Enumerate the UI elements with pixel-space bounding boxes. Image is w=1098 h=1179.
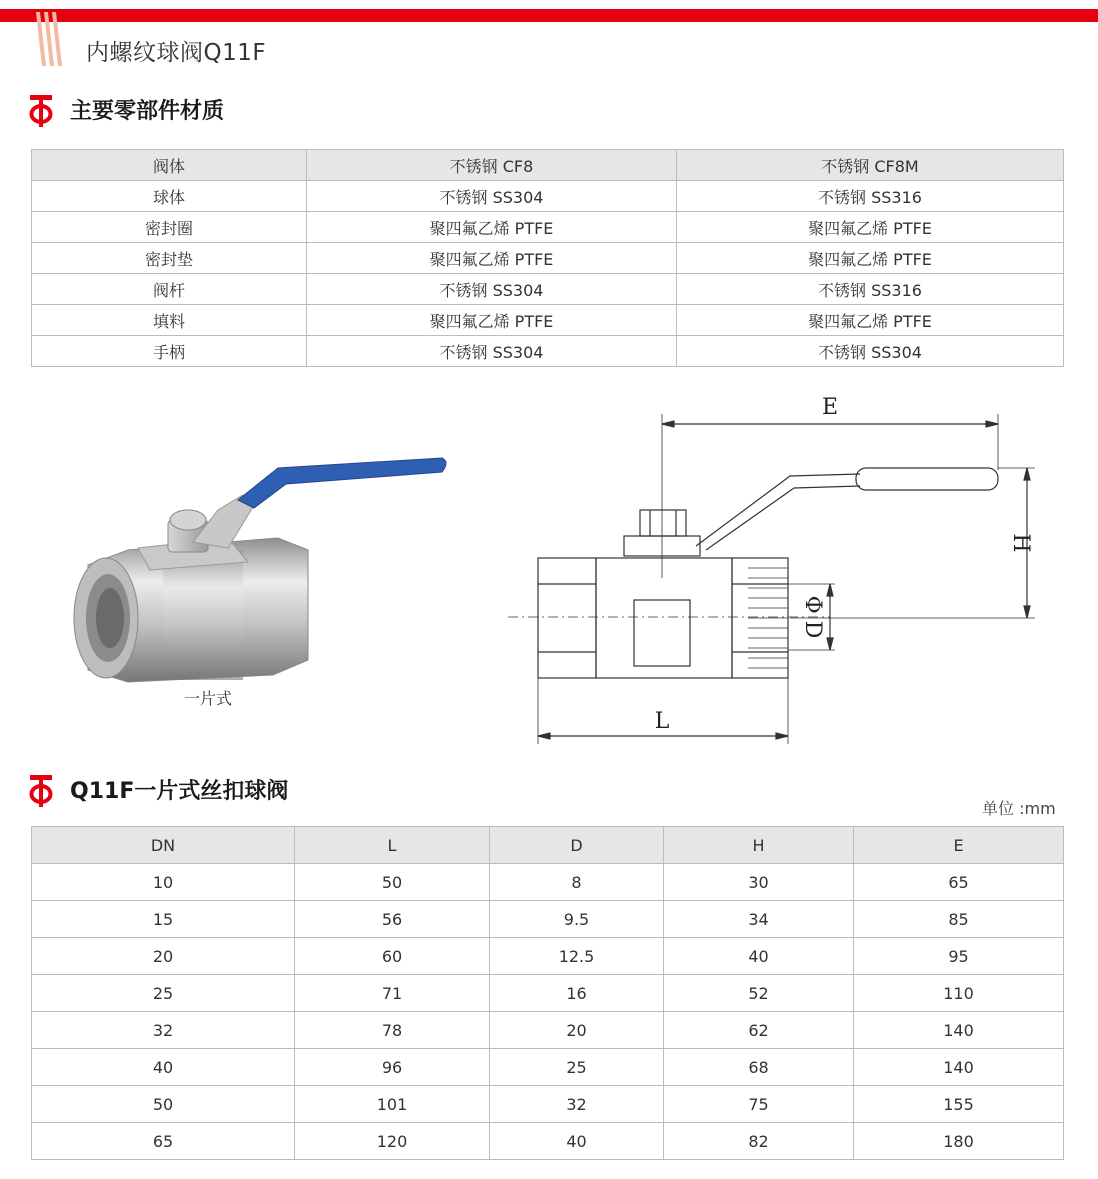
- table-cell: 56: [295, 901, 490, 938]
- table-row: [32, 938, 1064, 975]
- table-row: [32, 1012, 1064, 1049]
- table-row: [32, 901, 1064, 938]
- dimension-h-label: H: [1008, 533, 1033, 553]
- table-cell: 阀杆: [32, 274, 307, 305]
- table-cell: 50: [295, 864, 490, 901]
- table-cell: 20: [490, 1012, 664, 1049]
- table-cell: 20: [32, 938, 295, 975]
- table-cell: 不锈钢 SS304: [307, 181, 677, 212]
- table-cell: 120: [295, 1123, 490, 1160]
- table-cell: 8: [490, 864, 664, 901]
- table-cell: 阀体: [32, 150, 307, 181]
- table-cell: 34: [664, 901, 854, 938]
- column-header: H: [664, 827, 854, 864]
- table-row: [32, 243, 1064, 274]
- table-cell: 25: [490, 1049, 664, 1086]
- table-row: [32, 1086, 1064, 1123]
- table-cell: 40: [664, 938, 854, 975]
- table-cell: 不锈钢 SS316: [677, 274, 1064, 305]
- page-title: 内螺纹球阀Q11F: [86, 40, 267, 66]
- table-cell: 聚四氟乙烯 PTFE: [307, 305, 677, 336]
- materials-heading: 主要零部件材质: [70, 99, 225, 124]
- table-cell: 密封垫: [32, 243, 307, 274]
- table-cell: 9.5: [490, 901, 664, 938]
- table-cell: 聚四氟乙烯 PTFE: [677, 305, 1064, 336]
- table-cell: 32: [490, 1086, 664, 1123]
- table-row: [32, 150, 1064, 181]
- table-cell: 不锈钢 SS304: [307, 274, 677, 305]
- valve-logo-icon: [28, 94, 54, 128]
- table-cell: 95: [854, 938, 1064, 975]
- table-row: [32, 1049, 1064, 1086]
- table-cell: 10: [32, 864, 295, 901]
- materials-table: [31, 149, 1064, 367]
- table-cell: 60: [295, 938, 490, 975]
- table-cell: 78: [295, 1012, 490, 1049]
- table-cell: 聚四氟乙烯 PTFE: [307, 212, 677, 243]
- ball-valve-photo: [68, 450, 452, 700]
- valve-logo-icon: [28, 774, 54, 808]
- table-cell: 68: [664, 1049, 854, 1086]
- table-cell: 16: [490, 975, 664, 1012]
- header-stripes-icon: [28, 8, 68, 66]
- table-cell: 82: [664, 1123, 854, 1160]
- table-cell: 聚四氟乙烯 PTFE: [677, 243, 1064, 274]
- table-cell: 110: [854, 975, 1064, 1012]
- table-header-row: [32, 827, 1064, 864]
- table-row: [32, 274, 1064, 305]
- table-cell: 50: [32, 1086, 295, 1123]
- table-cell: 140: [854, 1049, 1064, 1086]
- table-row: [32, 212, 1064, 243]
- dimensions-table: [31, 826, 1064, 1160]
- table-cell: 聚四氟乙烯 PTFE: [677, 212, 1064, 243]
- valve-technical-drawing: [500, 388, 1060, 748]
- table-cell: 75: [664, 1086, 854, 1123]
- table-cell: 不锈钢 SS304: [677, 336, 1064, 367]
- table-cell: 65: [854, 864, 1064, 901]
- table-cell: 155: [854, 1086, 1064, 1123]
- unit-label: 单位 :mm: [982, 799, 1056, 818]
- product-caption: 一片式: [184, 689, 233, 708]
- column-header: L: [295, 827, 490, 864]
- column-header: E: [854, 827, 1064, 864]
- column-header: D: [490, 827, 664, 864]
- table-cell: 不锈钢 CF8: [307, 150, 677, 181]
- table-cell: 180: [854, 1123, 1064, 1160]
- table-cell: 85: [854, 901, 1064, 938]
- table-row: [32, 305, 1064, 336]
- top-accent-bar: [0, 9, 1098, 22]
- table-cell: 140: [854, 1012, 1064, 1049]
- table-cell: 40: [490, 1123, 664, 1160]
- table-cell: 聚四氟乙烯 PTFE: [307, 243, 677, 274]
- table-cell: 52: [664, 975, 854, 1012]
- table-cell: 不锈钢 SS316: [677, 181, 1064, 212]
- table-cell: 96: [295, 1049, 490, 1086]
- table-cell: 不锈钢 CF8M: [677, 150, 1064, 181]
- table-cell: 球体: [32, 181, 307, 212]
- table-row: [32, 181, 1064, 212]
- dimensions-heading: Q11F一片式丝扣球阀: [70, 779, 289, 804]
- table-cell: 32: [32, 1012, 295, 1049]
- table-cell: 不锈钢 SS304: [307, 336, 677, 367]
- table-row: [32, 975, 1064, 1012]
- table-cell: 30: [664, 864, 854, 901]
- table-row: [32, 336, 1064, 367]
- table-row: [32, 864, 1064, 901]
- dimension-e-label: E: [821, 395, 839, 420]
- table-row: [32, 1123, 1064, 1160]
- table-cell: 40: [32, 1049, 295, 1086]
- table-cell: 手柄: [32, 336, 307, 367]
- table-cell: 密封圈: [32, 212, 307, 243]
- table-cell: 填料: [32, 305, 307, 336]
- table-cell: 12.5: [490, 938, 664, 975]
- dimension-d-label: Φ D: [800, 595, 825, 639]
- table-cell: 25: [32, 975, 295, 1012]
- table-cell: 15: [32, 901, 295, 938]
- table-cell: 101: [295, 1086, 490, 1123]
- table-cell: 65: [32, 1123, 295, 1160]
- table-cell: 71: [295, 975, 490, 1012]
- column-header: DN: [32, 827, 295, 864]
- dimension-l-label: L: [654, 709, 670, 734]
- table-cell: 62: [664, 1012, 854, 1049]
